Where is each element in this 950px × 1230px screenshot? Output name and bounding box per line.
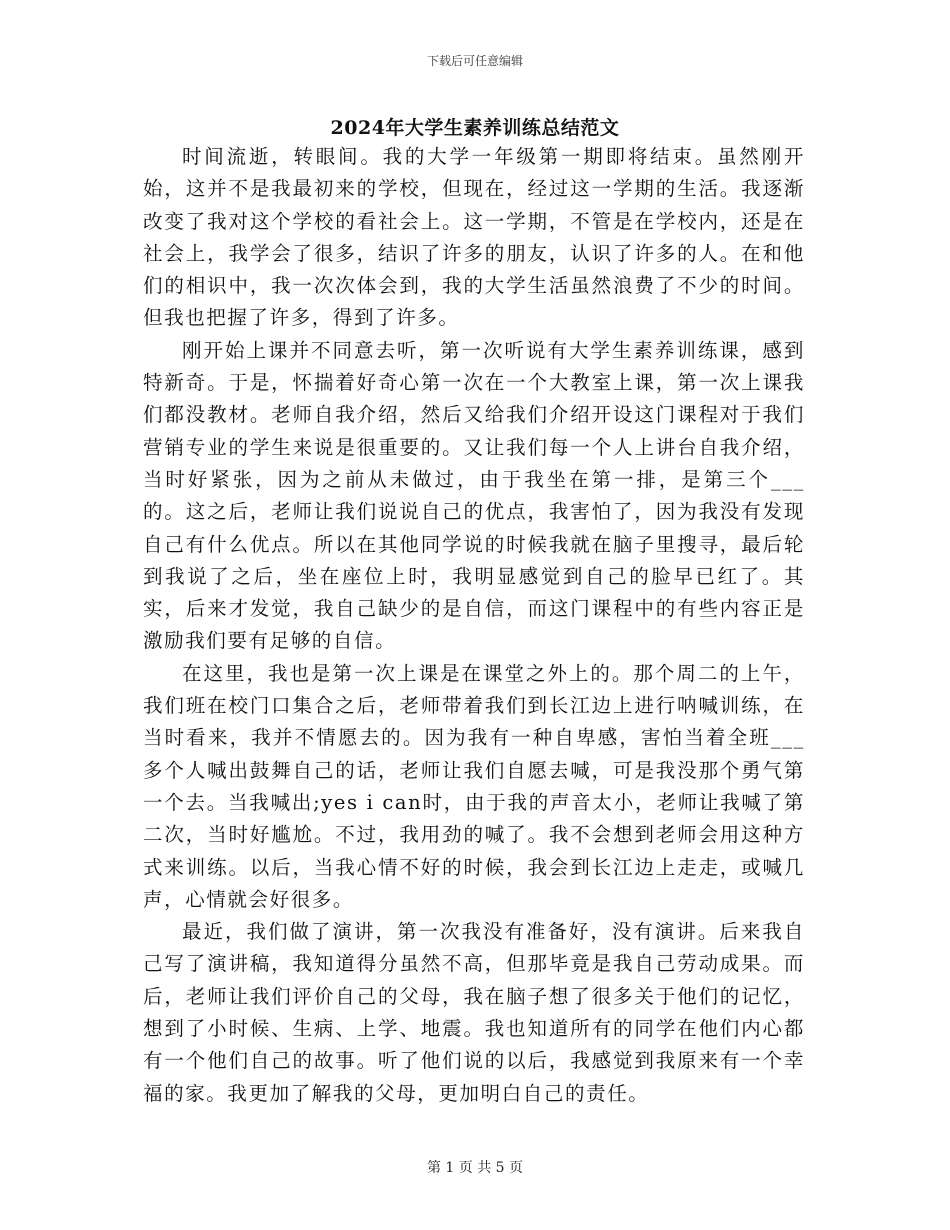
- document-body: [143, 141, 805, 1110]
- paragraph-1: 时间流逝，转眼间。我的大学一年级第一期即将结束。虽然刚开始，这并不是我最初来的学校，但现在，经过这一学期的生活。我逐渐改变了我对这个学校的看社会上。这一学期，不管是在学校内，还是在社会上，我学会了很多，结识了许多的朋友，认识了许多的人。在和他们的相识中，我一次次体会到，我的大学生活虽然浪费了不少的时间。但我也把握了许多，得到了许多。: [143, 145, 805, 330]
- header-note: 下载后可任意编辑: [426, 54, 523, 68]
- paragraph-3: 在这里，我也是第一次上课是在课堂之外上的。那个周二的上午，我们班在校门口集合之后，老师带着我们到长江边上进行呐喊训练，在当时看来，我并不情愿去的。因为我有一种自卑感，害怕当着全班___多个人喊出鼓舞自己的话，老师让我们自愿去喊，可是我没那个勇气第一个去。当我喊出;yes i can时，由于我的声音太小，老师让我喊了第二次，当时好尴尬。不过，我用劲的喊了。我不会想到老师会用这种方式来训练。以后，当我心情不好的时候，我会到长江边上走走，或喊几声，心情就会好很多。: [143, 661, 805, 911]
- document-title: 2024年大学生素养训练总结范文: [330, 117, 620, 139]
- paragraph-2: 刚开始上课并不同意去听，第一次听说有大学生素养训练课，感到特新奇。于是，怀揣着好奇心第一次在一个大教室上课，第一次上课我们都没教材。老师自我介绍，然后又给我们介绍开设这门课程对于我们营销专业的学生来说是很重要的。又让我们每一个人上讲台自我介绍，当时好紧张，因为之前从未做过，由于我坐在第一排，是第三个___的。这之后，老师让我们说说自己的优点，我害怕了，因为我没有发现自己有什么优点。所以在其他同学说的时候我就在脑子里搜寻，最后轮到我说了之后，坐在座位上时，我明显感觉到自己的脸早已红了。其实，后来才发觉，我自己缺少的是自信，而这门课程中的有些内容正是激励我们要有足够的自信。: [143, 338, 805, 653]
- page-number: 第 1 页 共 5 页: [426, 1160, 524, 1176]
- paragraph-4: 最近，我们做了演讲，第一次我没有准备好，没有演讲。后来我自己写了演讲稿，我知道得分虽然不高，但那毕竟是我自己劳动成果。而后，老师让我们评价自己的父母，我在脑子想了很多关于他们的记忆，想到了小时候、生病、上学、地震。我也知道所有的同学在他们内心都有一个他们自己的故事。听了他们说的以后，我感觉到我原来有一个幸福的家。我更加了解我的父母，更加明白自己的责任。: [143, 920, 805, 1105]
